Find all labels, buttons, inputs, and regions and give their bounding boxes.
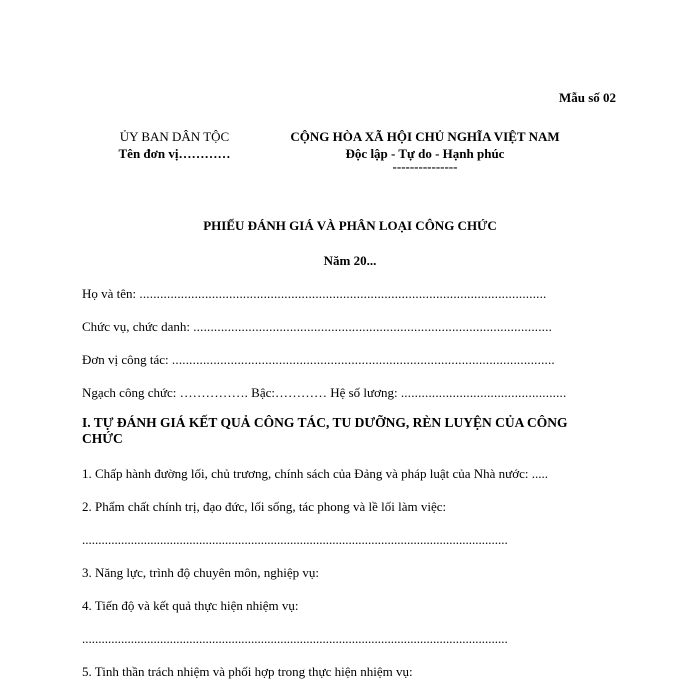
field-label: Họ và tên: <box>82 286 140 301</box>
document-year: Năm 20... <box>323 253 377 268</box>
field-work-unit <box>82 352 555 368</box>
field-label: Chức vụ, chức danh: <box>82 319 194 334</box>
section-item: 3. Năng lực, trình độ chuyên môn, nghiệp vụ: <box>82 565 320 580</box>
section-fill-dots: ................................................................................................................................... <box>82 532 508 547</box>
motto-rule: --------------- <box>392 159 458 174</box>
field-fill-dots: ........................................................................................................ <box>193 319 553 334</box>
section-item: 5. Tinh thần trách nhiệm và phối hợp trong thực hiện nhiệm vụ: <box>82 664 413 679</box>
field-label: Đơn vị công tác: <box>82 352 172 367</box>
section-item: 1. Chấp hành đường lối, chủ trương, chính sách của Đảng và pháp luật của Nhà nước: ..... <box>82 466 548 481</box>
country-name: CỘNG HÒA XÃ HỘI CHỦ NGHĨA VIỆT NAM <box>290 129 560 144</box>
national-motto: Độc lập - Tự do - Hạnh phúc <box>345 146 505 161</box>
field-rank-grade <box>82 385 566 401</box>
section-item: 4. Tiến độ và kết quả thực hiện nhiệm vụ: <box>82 598 299 613</box>
section-fill-dots: ................................................................................................................................... <box>82 631 508 646</box>
unit-name: Tên đơn vị………… <box>118 146 231 161</box>
header-right <box>275 128 575 172</box>
section-item: 2. Phẩm chất chính trị, đạo đức, lối sống, tác phong và lề lối làm việc: <box>82 499 447 514</box>
field-full-name <box>82 286 547 302</box>
field-position <box>82 319 552 335</box>
agency-name: ỦY BAN DÂN TỘC <box>119 129 230 144</box>
field-fill-dots: ............................................................................................................... <box>171 352 555 367</box>
header-left <box>107 128 242 162</box>
document-title: PHIẾU ĐÁNH GIÁ VÀ PHÂN LOẠI CÔNG CHỨC <box>203 218 497 233</box>
form-code: Mẫu số 02 <box>558 90 616 105</box>
field-fill-dots: ................................................ <box>400 385 567 400</box>
field-label: Ngạch công chức: ……………. Bậc:………… Hệ số lương: <box>82 385 401 400</box>
section-heading: I. TỰ ĐÁNH GIÁ KẾT QUẢ CÔNG TÁC, TU DƯỠNG, RÈN LUYỆN CỦA CÔNG CHỨC <box>82 415 568 446</box>
field-fill-dots: ...................................................................................................................... <box>139 286 547 301</box>
